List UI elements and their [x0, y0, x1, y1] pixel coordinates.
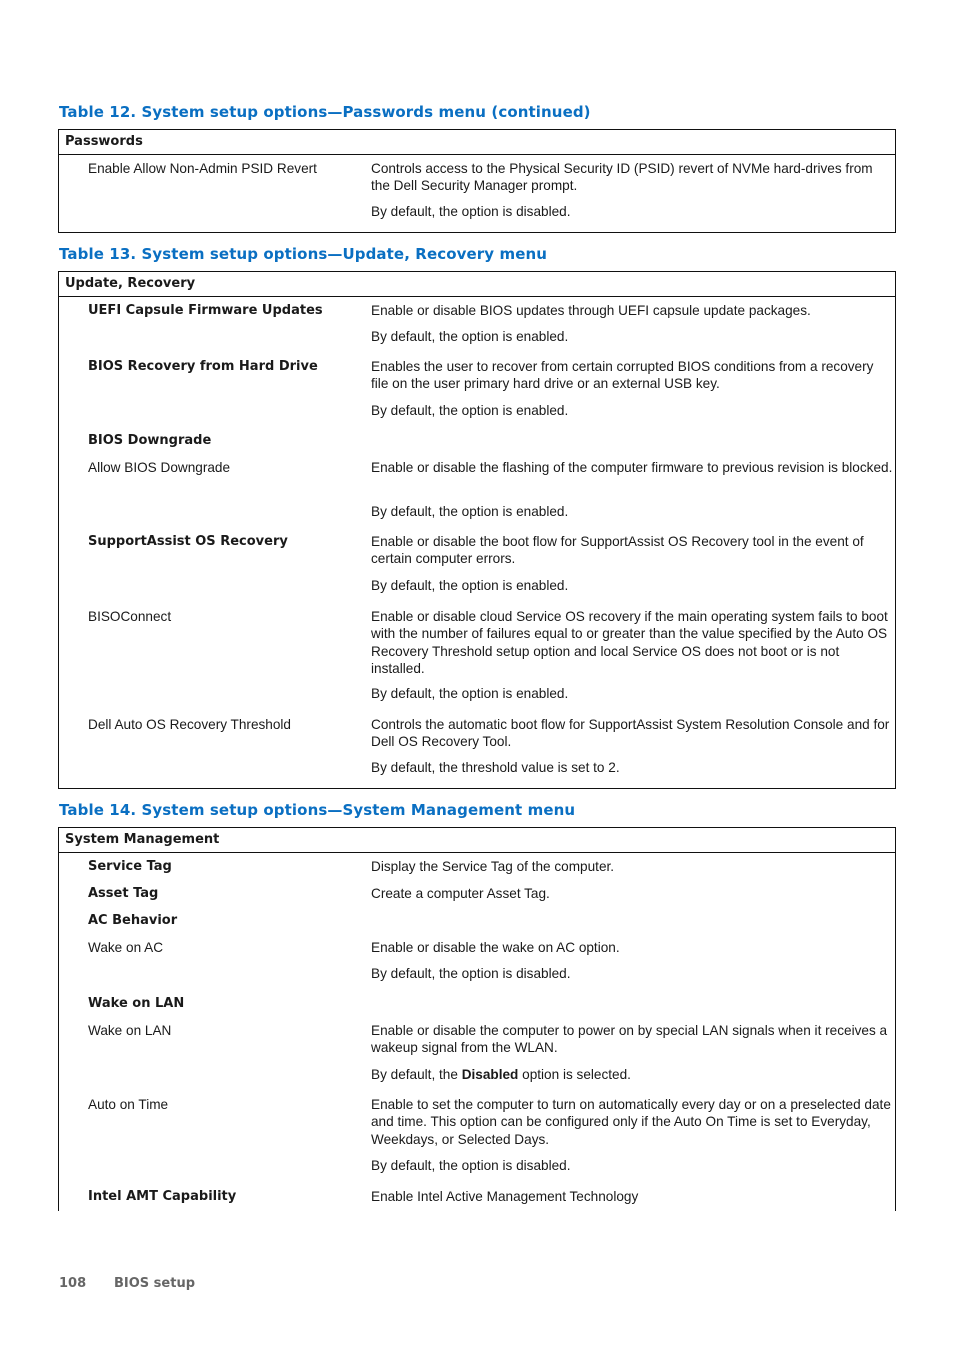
table-row-label: Dell Auto OS Recovery Threshold: [88, 717, 291, 732]
footer-section: BIOS setup: [114, 1276, 196, 1291]
table12: [58, 129, 896, 233]
table-row-default: By default, the option is disabled.: [371, 966, 571, 981]
table-row-default: By default, the option is enabled.: [371, 504, 569, 519]
table-row-description: Controls the automatic boot flow for SupportAssist System Resolution Console and for Dell OS Recovery Tool.: [371, 717, 890, 750]
default-text: By default, the: [371, 1067, 462, 1082]
table13-caption: Table 13. System setup options—Update, Recovery menu: [59, 245, 548, 263]
table-row-label: Wake on LAN: [88, 1023, 172, 1038]
table-row-description: Enable or disable BIOS updates through UEFI capsule update packages.: [371, 303, 811, 318]
table-row-label: Allow BIOS Downgrade: [88, 460, 231, 475]
table-row-label: UEFI Capsule Firmware Updates: [88, 303, 323, 318]
table-row-default: By default, the option is enabled.: [371, 403, 569, 418]
table13: [58, 271, 896, 789]
table-section-label: BIOS Downgrade: [88, 433, 212, 448]
table-row-default: [371, 1066, 893, 1083]
table-row-label: Auto on Time: [88, 1097, 169, 1112]
default-value: Disabled: [461, 1067, 519, 1082]
table-section-label: Wake on LAN: [88, 996, 185, 1011]
table14: [58, 827, 896, 1211]
table-row-description: Enable or disable the flashing of the computer firmware to previous revision is blocked.: [371, 460, 893, 475]
table-row-label: BISOConnect: [88, 609, 172, 624]
table-row-description: Display the Service Tag of the computer.: [371, 859, 615, 874]
table-row-label: Enable Allow Non-Admin PSID Revert: [88, 161, 317, 176]
table-row-label: Service Tag: [88, 859, 172, 874]
table-row-description: Controls access to the Physical Security ID (PSID) revert of NVMe hard-drives from the Dell Security Manager prompt.: [371, 161, 873, 194]
table-row-label: BIOS Recovery from Hard Drive: [88, 359, 318, 374]
table13-header: Update, Recovery: [59, 272, 895, 297]
table-row-default: By default, the option is disabled.: [371, 1158, 571, 1173]
table-row-label: Wake on AC: [88, 940, 164, 955]
table-row-description: Enable or disable the computer to power on by special LAN signals when it receives a wakeup signal from the WLAN.: [371, 1023, 888, 1056]
table-row-description: Enables the user to recover from certain corrupted BIOS conditions from a recovery file on the user primary hard drive or an external USB key.: [371, 359, 874, 392]
table-row-description: Enable or disable cloud Service OS recovery if the main operating system fails to boot with the number of failures equal to or greater than the value specified by the Auto OS Recovery Threshold setup option and local Service OS does not boot or is not installed.: [371, 609, 888, 677]
page-number: 108: [59, 1276, 87, 1291]
table-row-default: By default, the option is disabled.: [371, 204, 571, 219]
table-row-label: Asset Tag: [88, 886, 159, 901]
table14-header: System Management: [59, 828, 895, 853]
table-row-default: By default, the threshold value is set to 2.: [371, 760, 620, 775]
table-row-default: By default, the option is enabled.: [371, 578, 569, 593]
table-row-description: Create a computer Asset Tag.: [371, 886, 550, 901]
table-row-label: Intel AMT Capability: [88, 1189, 237, 1204]
table-row-label: SupportAssist OS Recovery: [88, 534, 288, 549]
table-row-description: Enable or disable the wake on AC option.: [371, 940, 620, 955]
table-row-description: Enable Intel Active Management Technology: [371, 1189, 639, 1204]
table-row-description: Enable or disable the boot flow for SupportAssist OS Recovery tool in the event of certain computer errors.: [371, 534, 864, 567]
table-section-label: AC Behavior: [88, 913, 178, 928]
table12-caption: Table 12. System setup options—Passwords menu (continued): [59, 103, 591, 121]
table-row-description: Enable to set the computer to turn on automatically every day or on a preselected date and time. This option can be configured only if the Auto On Time is set to Everyday, Weekdays, or Selected Days.: [371, 1097, 891, 1147]
table-row-default: By default, the option is enabled.: [371, 329, 569, 344]
table-row-default: By default, the option is enabled.: [371, 686, 569, 701]
table12-header: Passwords: [59, 130, 895, 155]
table14-caption: Table 14. System setup options—System Management menu: [59, 801, 576, 819]
default-text-suffix: option is selected.: [518, 1067, 631, 1082]
